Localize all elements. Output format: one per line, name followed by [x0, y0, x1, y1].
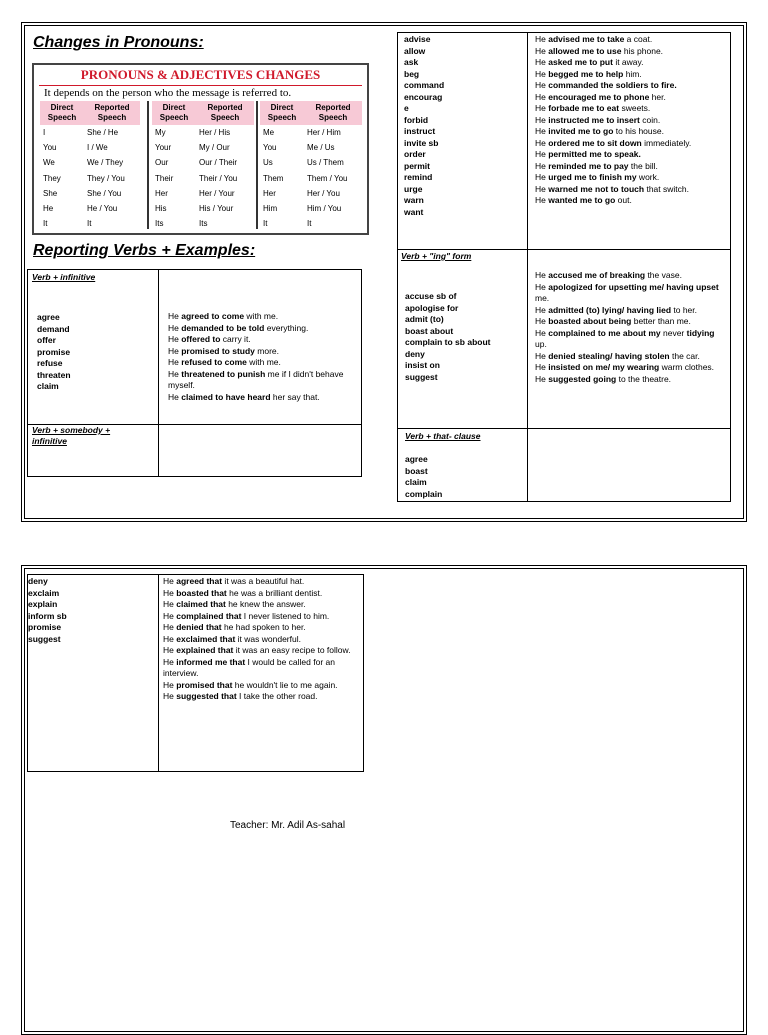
reporting-verb-phrase: explained that	[176, 645, 234, 655]
example-text: it was wonderful.	[235, 633, 301, 644]
reporting-verb-phrase: complained that	[176, 610, 242, 621]
reporting-verb-phrase: suggested going	[548, 373, 617, 384]
example-text: He	[535, 137, 549, 148]
example-sentence	[168, 369, 356, 392]
pronoun-box-subtitle: It depends on the person who the message is referred to.	[44, 87, 292, 99]
direct-speech-cell: They	[43, 173, 61, 183]
example-sentence	[535, 282, 727, 305]
verb-item: explain	[28, 599, 58, 609]
example-text: He	[535, 316, 549, 326]
example-sentence	[163, 622, 358, 634]
reported-speech-cell: We / They	[87, 158, 124, 168]
reporting-verb-phrase: informed me that	[176, 656, 246, 667]
reporting-verb-phrase: forbade me to eat	[548, 103, 620, 113]
direct-speech-cell: It	[43, 219, 48, 229]
verb-item: refuse	[37, 358, 63, 368]
header-reported: Reported Speech	[84, 101, 140, 125]
header-reported: Reported Speech	[304, 101, 362, 125]
example-text: He	[163, 633, 177, 644]
section-title-sb-infinitive: Verb + somebody + infinitive	[32, 425, 111, 446]
pronoun-row	[260, 186, 362, 201]
example-text: coin.	[639, 114, 661, 125]
reporting-verb-phrase: denied that	[176, 622, 222, 632]
pronoun-row	[152, 140, 254, 155]
example-sentence	[535, 57, 727, 69]
example-text: he wouldn't lie to me again.	[232, 679, 338, 690]
reporting-verb-phrase: allowed me to use	[548, 45, 622, 56]
example-text: He	[535, 57, 549, 67]
reported-speech-cell: Its	[199, 219, 208, 229]
example-sentence	[535, 80, 727, 92]
header-direct: Direct Speech	[260, 101, 304, 125]
example-text: He	[535, 327, 549, 338]
verb-item: order	[404, 149, 426, 159]
example-sentence	[535, 161, 727, 173]
section-title-ing: Verb + "ing" form	[401, 251, 472, 261]
example-text: his phone.	[621, 45, 664, 56]
reporting-verb-phrase: asked me to put	[548, 57, 613, 67]
direct-speech-cell: Our	[155, 158, 169, 168]
reporting-verb-phrase: ordered me to sit down	[548, 137, 642, 148]
example-text: work.	[636, 172, 660, 182]
verb-item: boast about	[405, 325, 454, 336]
example-text: to his house.	[613, 126, 664, 136]
example-text: He	[535, 270, 549, 280]
direct-speech-cell: She	[43, 188, 58, 198]
verb-item: invite sb	[404, 137, 439, 148]
pronoun-row	[260, 216, 362, 231]
reported-speech-cell: Her / Him	[307, 128, 341, 138]
example-text: He	[163, 656, 177, 667]
example-text: He	[535, 362, 549, 372]
example-text: her.	[649, 91, 666, 102]
example-text: it away.	[612, 57, 644, 67]
example-text: He	[168, 357, 182, 367]
reporting-verb-phrase: permitted me to speak.	[548, 149, 641, 159]
example-text: He	[535, 34, 549, 44]
example-sentence	[535, 115, 727, 127]
example-text: everything.	[264, 322, 309, 333]
reporting-verb-phrase: boasted that	[176, 587, 227, 598]
reported-speech-cell: Her / His	[199, 128, 231, 138]
verb-item: admit (to)	[405, 314, 444, 324]
example-text: He	[168, 334, 182, 344]
pronoun-row	[40, 201, 140, 216]
verb-item: beg	[404, 68, 420, 79]
example-text: He	[535, 304, 549, 315]
reporting-verb-phrase: claimed that	[176, 599, 226, 609]
example-sentence	[163, 680, 358, 692]
reporting-heading: Reporting Verbs + Examples:	[33, 242, 256, 259]
verbs-infinitive	[37, 312, 71, 393]
example-text: He	[163, 679, 177, 690]
pronoun-row	[40, 125, 140, 140]
example-text: never	[660, 327, 687, 338]
example-sentence	[168, 346, 356, 358]
pronoun-row	[260, 201, 362, 216]
example-text: me.	[535, 293, 550, 303]
example-sentence	[163, 634, 358, 646]
verb-item: permit	[404, 160, 430, 171]
pronoun-row	[260, 171, 362, 186]
verb-item: deny	[405, 348, 425, 359]
example-text: warm clothes.	[659, 362, 715, 372]
reported-speech-cell: Us / Them	[307, 158, 344, 168]
reporting-verb-phrase: invited me to go	[548, 126, 614, 136]
example-sentence	[163, 599, 358, 611]
example-text: He	[535, 68, 549, 79]
example-text: He	[163, 587, 177, 598]
example-text: me if I didn't behave myself.	[168, 368, 344, 390]
verb-item: exclaim	[28, 587, 60, 598]
reporting-verb-phrase: promised to study	[181, 345, 255, 356]
example-text: He	[535, 126, 549, 136]
example-text: He	[168, 345, 182, 356]
reporting-verb-phrase: offered to	[181, 334, 221, 344]
reporting-verb-phrase: suggested that	[176, 691, 237, 701]
reporting-verb-phrase: threatened to punish	[181, 368, 266, 379]
direct-speech-cell: Them	[263, 173, 284, 183]
pronoun-row	[152, 125, 254, 140]
example-text: He	[535, 80, 549, 90]
header-direct: Direct Speech	[40, 101, 84, 125]
reporting-verb-phrase: accused me of breaking	[548, 270, 646, 280]
teacher-credit: Teacher: Mr. Adil As-sahal	[230, 820, 346, 831]
direct-speech-cell: I	[43, 128, 46, 138]
verb-item: offer	[37, 335, 56, 345]
reporting-verb-phrase: advised me to take	[548, 34, 625, 44]
reporting-verb-phrase: tidying	[686, 327, 715, 338]
example-text: more.	[254, 345, 280, 356]
verb-item: warn	[404, 195, 424, 205]
example-text: He	[168, 391, 182, 402]
example-sentence	[535, 351, 727, 363]
verbs-sb-infinitive	[404, 34, 444, 218]
example-text: He	[535, 373, 549, 384]
section-title-that-clause: Verb + that- clause	[405, 431, 481, 441]
reported-speech-cell: It	[307, 219, 312, 229]
reported-speech-cell: Her / You	[307, 188, 340, 198]
examples-infinitive	[168, 311, 356, 403]
verb-item: boast	[405, 465, 428, 476]
example-sentence	[535, 92, 727, 104]
reported-speech-cell: She / You	[87, 188, 122, 198]
verb-item: apologise for	[405, 302, 459, 313]
example-sentence	[535, 305, 727, 317]
example-sentence	[535, 270, 727, 282]
example-text: carry it.	[220, 334, 251, 344]
reporting-verb-phrase: urged me to finish my	[548, 172, 637, 182]
verb-item: allow	[404, 45, 426, 56]
examples-ing	[535, 270, 727, 385]
example-sentence	[535, 316, 727, 328]
example-sentence	[168, 311, 356, 323]
reporting-verb-phrase: demanded to be told	[181, 322, 265, 333]
example-sentence	[163, 691, 358, 703]
reported-speech-cell: They / You	[87, 173, 125, 183]
direct-speech-cell: Me	[263, 128, 275, 138]
example-text: He	[535, 160, 549, 171]
direct-speech-cell: Her	[263, 188, 276, 198]
example-text: to her.	[671, 304, 698, 315]
verbs-that-clause	[405, 454, 442, 500]
direct-speech-cell: Him	[263, 204, 278, 214]
pronoun-row	[260, 155, 362, 170]
example-text: sweets.	[619, 103, 651, 113]
example-sentence	[163, 611, 358, 623]
example-sentence	[168, 323, 356, 335]
reporting-verb-phrase: apologized for upsetting me/ having upset	[548, 281, 719, 292]
example-text: that switch.	[644, 183, 689, 194]
reporting-verb-phrase: claimed to have heard	[181, 391, 271, 402]
reported-speech-cell: It	[87, 219, 92, 229]
verb-item: suggest	[28, 633, 61, 644]
pronoun-row	[40, 186, 140, 201]
example-text: He	[163, 645, 177, 655]
reported-speech-cell: My / Our	[199, 143, 230, 153]
example-sentence	[535, 138, 727, 150]
example-sentence	[535, 184, 727, 196]
header-direct: Direct Speech	[152, 101, 196, 125]
reported-speech-cell: His / Your	[199, 204, 234, 214]
example-sentence	[535, 328, 727, 351]
pronoun-row	[152, 216, 254, 231]
pronoun-row	[152, 155, 254, 170]
example-text: He	[535, 350, 549, 361]
verb-item: demand	[37, 323, 70, 334]
verb-item: threaten	[37, 369, 71, 380]
example-text: I would be called for an interview.	[163, 656, 335, 678]
pronoun-row	[152, 201, 254, 216]
verb-item: want	[404, 206, 424, 217]
pronoun-changes-box	[32, 63, 369, 235]
direct-speech-cell: We	[43, 158, 55, 168]
section-title-infinitive: Verb + infinitive	[32, 272, 96, 282]
direct-speech-cell: Us	[263, 158, 273, 168]
examples-that-clause	[163, 576, 358, 703]
direct-speech-cell: Its	[155, 219, 164, 229]
pronoun-row	[40, 140, 140, 155]
example-text: He	[535, 114, 549, 125]
reported-speech-cell: Our / Their	[199, 158, 238, 168]
verb-item: promise	[37, 346, 71, 357]
example-sentence	[168, 357, 356, 369]
example-text: He	[535, 103, 549, 113]
example-text: He	[163, 576, 177, 586]
reporting-verb-phrase: denied stealing/ having stolen	[548, 350, 670, 361]
example-sentence	[535, 195, 727, 207]
reporting-verb-phrase: encouraged me to phone	[548, 91, 650, 102]
direct-speech-cell: Their	[155, 173, 174, 183]
verb-item: encourag	[404, 91, 443, 102]
example-text: him.	[623, 68, 642, 79]
pronoun-row	[152, 171, 254, 186]
example-text: immediately.	[641, 137, 692, 148]
reporting-verb-phrase: agreed that	[176, 576, 223, 586]
examples-sb-infinitive	[535, 34, 727, 207]
direct-speech-cell: His	[155, 204, 167, 214]
reporting-verb-phrase: wanted me to go	[548, 195, 616, 205]
verb-item: instruct	[404, 126, 436, 136]
example-sentence	[163, 576, 358, 588]
verb-item: agree	[37, 312, 60, 322]
pronoun-table-subject	[40, 101, 140, 231]
example-text: He	[535, 195, 549, 205]
example-text: He	[535, 149, 549, 159]
verb-item: complain	[405, 488, 443, 499]
example-text: with me.	[244, 311, 279, 321]
pronoun-row	[40, 155, 140, 170]
example-text: up.	[535, 339, 547, 349]
verb-item: claim	[405, 477, 427, 487]
verb-item: forbid	[404, 114, 429, 125]
reported-speech-cell: She / He	[87, 128, 119, 138]
verb-item: urge	[404, 183, 423, 194]
example-text: He	[168, 311, 182, 321]
example-text: I never listened to him.	[241, 610, 330, 621]
verb-item: accuse sb of	[405, 291, 457, 301]
example-text: to the theatre.	[616, 373, 672, 384]
pronoun-row	[40, 216, 140, 231]
example-text: He	[535, 45, 549, 56]
example-text: I take the other road.	[236, 691, 318, 701]
reported-speech-cell: Me / Us	[307, 143, 335, 153]
direct-speech-cell: You	[263, 143, 277, 153]
example-sentence	[535, 46, 727, 58]
reporting-verb-phrase: begged me to help	[548, 68, 624, 79]
example-text: he knew the answer.	[225, 599, 306, 609]
example-sentence	[168, 334, 356, 346]
reporting-verb-phrase: commanded the soldiers to fire.	[548, 80, 677, 90]
reported-speech-cell: Their / You	[199, 173, 238, 183]
header-reported: Reported Speech	[196, 101, 254, 125]
example-text: He	[163, 622, 177, 632]
example-sentence	[535, 126, 727, 138]
pronoun-row	[260, 125, 362, 140]
example-sentence	[535, 362, 727, 374]
reporting-verb-phrase: warned me not to touch	[548, 183, 645, 194]
reported-speech-cell: Them / You	[307, 173, 348, 183]
example-sentence	[163, 645, 358, 657]
example-sentence	[535, 374, 727, 386]
example-text: He	[163, 610, 177, 621]
example-text: the vase.	[645, 270, 682, 280]
example-text: the bill.	[628, 160, 658, 171]
verb-item: suggest	[405, 371, 438, 382]
example-text: He	[168, 368, 182, 379]
pronoun-table-object	[260, 101, 362, 231]
pronoun-row	[152, 186, 254, 201]
direct-speech-cell: He	[43, 204, 54, 214]
pronoun-row	[260, 140, 362, 155]
verb-item: agree	[405, 454, 428, 464]
reporting-verb-phrase: admitted (to) lying/ having lied	[548, 304, 672, 315]
verb-item: claim	[37, 381, 59, 391]
reported-speech-cell: I / We	[87, 143, 108, 153]
reported-speech-cell: Him / You	[307, 204, 342, 214]
verb-item: advise	[404, 34, 431, 44]
example-sentence	[535, 69, 727, 81]
verb-item: inform sb	[28, 610, 67, 621]
pronoun-table-possessive	[152, 101, 254, 231]
example-sentence	[168, 392, 356, 404]
verb-item: deny	[28, 576, 48, 586]
reported-speech-cell: He / You	[87, 204, 118, 214]
reporting-verb-phrase: promised that	[176, 679, 233, 690]
example-sentence	[535, 172, 727, 184]
example-text: He	[535, 172, 549, 182]
example-sentence	[535, 103, 727, 115]
pronouns-heading: Changes in Pronouns:	[33, 34, 204, 51]
example-text: it was a beautiful hat.	[222, 576, 305, 586]
direct-speech-cell: Your	[155, 143, 172, 153]
example-sentence	[163, 588, 358, 600]
verb-item: remind	[404, 172, 433, 182]
pronoun-box-title: PRONOUNS & ADJECTIVES CHANGES	[80, 67, 321, 82]
verb-item: command	[404, 80, 445, 90]
example-text: He	[168, 322, 182, 333]
example-sentence	[163, 657, 358, 680]
example-text: He	[163, 599, 177, 609]
reporting-verb-phrase: refused to come	[181, 357, 247, 367]
direct-speech-cell: It	[263, 219, 268, 229]
example-text: a coat.	[624, 34, 653, 44]
pronoun-row	[40, 171, 140, 186]
example-text: he had spoken to her.	[221, 622, 306, 632]
reporting-verb-phrase: complained to me about my	[548, 327, 661, 338]
verbs-that-clause-continued	[28, 576, 67, 645]
direct-speech-cell: You	[43, 143, 57, 153]
verb-item: insist on	[405, 360, 440, 370]
example-text: with me.	[246, 357, 281, 367]
verb-item: complain to sb about	[405, 337, 491, 347]
example-text: her say that.	[270, 391, 320, 402]
reporting-verb-phrase: exclaimed that	[176, 633, 236, 644]
example-text: the car.	[669, 350, 700, 361]
example-text: He	[535, 281, 549, 292]
reporting-verb-phrase: reminded me to pay	[548, 160, 629, 171]
reporting-verb-phrase: instructed me to insert	[548, 114, 640, 125]
verb-item: e	[404, 103, 409, 113]
example-text: better than me.	[631, 316, 691, 326]
example-text: he was a brilliant dentist.	[226, 587, 323, 598]
reporting-verb-phrase: agreed to come	[181, 311, 245, 321]
verb-item: promise	[28, 622, 62, 632]
verbs-ing	[405, 291, 490, 383]
reporting-verb-phrase: insisted on me/ my wearing	[548, 362, 660, 372]
example-text: He	[535, 183, 549, 194]
reported-speech-cell: Her / Your	[199, 188, 235, 198]
direct-speech-cell: Her	[155, 188, 168, 198]
example-text: He	[535, 91, 549, 102]
example-text: He	[163, 691, 177, 701]
direct-speech-cell: My	[155, 128, 166, 138]
example-text: out.	[615, 195, 632, 205]
verb-item: ask	[404, 57, 419, 67]
example-text: it was an easy recipe to follow.	[233, 645, 351, 655]
example-sentence	[535, 149, 727, 161]
reporting-verb-phrase: boasted about being	[548, 316, 632, 326]
example-sentence	[535, 34, 727, 46]
